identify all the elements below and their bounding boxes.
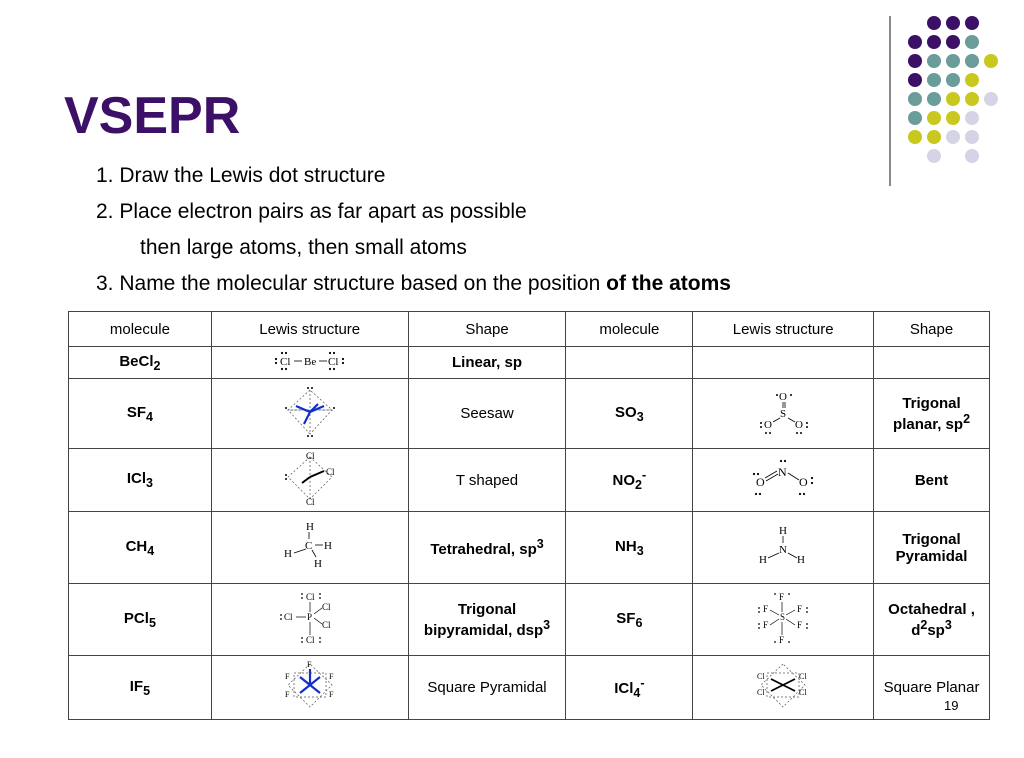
decorative-dot: [927, 16, 941, 30]
molecule-cell: $NH_3$: [566, 512, 693, 584]
molecule-cell: $IF_5$: [69, 656, 212, 720]
becl2-diagram: [270, 350, 350, 372]
table-header-row: [69, 312, 990, 347]
decorative-dot: [946, 16, 960, 30]
svg-text:Cl: Cl: [321, 601, 331, 612]
lewis-structure-ch4: [211, 512, 408, 584]
svg-text:F: F: [763, 603, 769, 614]
shape-cell: Trigonal bipyramidal, dsp$^3$: [408, 584, 566, 656]
vsepr-table: [68, 311, 990, 720]
decorative-dot: [927, 92, 941, 106]
decorative-dot: [946, 73, 960, 87]
svg-text:H: H: [797, 553, 806, 566]
shape-cell: Trigonal Pyramidal: [874, 512, 990, 584]
svg-text:Cl: Cl: [325, 467, 335, 477]
step-2-continued: then large atoms, then small atoms: [140, 236, 467, 259]
header-cell: Lewis structure: [693, 312, 874, 347]
decorative-dot: [927, 130, 941, 144]
svg-text:O: O: [764, 418, 773, 431]
sf4-diagram: [280, 384, 340, 440]
svg-text:Cl: Cl: [279, 355, 291, 368]
shape-cell: Seesaw: [408, 379, 566, 449]
svg-text:F: F: [779, 591, 785, 602]
decorative-dot: [927, 73, 941, 87]
step-3-text: 3. Name the molecular structure based on the position: [96, 272, 607, 295]
shape-cell: T shaped: [408, 449, 566, 512]
header-cell: molecule: [566, 312, 693, 347]
header-cell: molecule: [69, 312, 212, 347]
decorative-dot: [946, 111, 960, 125]
decorative-dot: [965, 130, 979, 144]
svg-text:F: F: [328, 689, 334, 699]
svg-text:Be: Be: [303, 355, 316, 368]
shape-cell: Bent: [874, 449, 990, 512]
svg-text:Cl: Cl: [757, 687, 765, 697]
if5-diagram: [280, 659, 340, 713]
svg-text:Cl: Cl: [799, 671, 807, 681]
svg-text:Cl: Cl: [283, 611, 293, 622]
decorative-dot: [965, 54, 979, 68]
svg-text:H: H: [313, 557, 322, 570]
svg-text:F: F: [284, 671, 290, 681]
svg-text:Cl: Cl: [305, 451, 315, 461]
decorative-dot: [965, 16, 979, 30]
svg-text:F: F: [763, 619, 769, 630]
decorative-dot: [927, 111, 941, 125]
header-cell: Lewis structure: [211, 312, 408, 347]
molecule-cell: $SO_3$: [566, 379, 693, 449]
decorative-dot: [965, 92, 979, 106]
svg-text:N: N: [778, 465, 787, 479]
table-row: [69, 449, 990, 512]
decorative-dot: [946, 130, 960, 144]
lewis-structure-if5: [211, 656, 408, 720]
molecule-cell: [566, 347, 693, 379]
decorative-dot: [927, 149, 941, 163]
header-cell: Shape: [408, 312, 566, 347]
decorative-dot: [908, 73, 922, 87]
decorative-dot: [965, 35, 979, 49]
svg-text:H: H: [305, 520, 314, 533]
svg-text:F: F: [328, 671, 334, 681]
molecule-cell: $SF_6$: [566, 584, 693, 656]
molecule-cell: $CH_4$: [69, 512, 212, 584]
so3-diagram: [753, 387, 813, 437]
svg-text:Cl: Cl: [305, 591, 315, 602]
svg-text:H: H: [283, 547, 292, 560]
svg-text:F: F: [284, 689, 290, 699]
decorative-dot: [946, 54, 960, 68]
shape-cell: Linear, sp: [408, 347, 566, 379]
shape-cell: Octahedral , $d^2sp^3$: [874, 584, 990, 656]
molecule-cell: ICl$_3$: [69, 449, 212, 512]
svg-text:C: C: [304, 539, 313, 552]
pcl5-diagram: [278, 590, 342, 646]
lewis-structure-icl4: [693, 656, 874, 720]
decorative-dot: [927, 35, 941, 49]
molecule-cell: $SF_4$: [69, 379, 212, 449]
svg-text:Cl: Cl: [327, 355, 339, 368]
page-number: 19: [944, 698, 959, 713]
step-1: 1. Draw the Lewis dot structure: [96, 164, 386, 187]
table-row: [69, 656, 990, 720]
svg-text:O: O: [779, 390, 788, 403]
icl3-diagram: [280, 451, 340, 505]
svg-text:F: F: [797, 603, 803, 614]
svg-text:S: S: [780, 407, 787, 420]
step-3: [96, 266, 731, 302]
ch4-diagram: [280, 519, 340, 573]
lewis-structure-icl3: [211, 449, 408, 512]
svg-text:F: F: [797, 619, 803, 630]
svg-text:O: O: [795, 418, 804, 431]
step-list: [96, 158, 731, 302]
molecule-cell: $NO_2^-$: [566, 449, 693, 512]
svg-text:H: H: [323, 539, 332, 552]
decorative-dot: [965, 73, 979, 87]
table-row: [69, 347, 990, 379]
step-2: 2. Place electron pairs as far apart as possible: [96, 200, 527, 223]
svg-text:H: H: [779, 524, 788, 537]
lewis-structure-nh3: [693, 512, 874, 584]
shape-cell: Square Planar: [874, 656, 990, 720]
molecule-cell: ICl$_4$-: [566, 656, 693, 720]
svg-text:N: N: [779, 543, 788, 556]
decorative-dot: [965, 149, 979, 163]
decorative-dot: [984, 54, 998, 68]
decorative-dot: [965, 111, 979, 125]
table-row: [69, 584, 990, 656]
svg-text:F: F: [779, 634, 785, 645]
shape-cell: Square Pyramidal: [408, 656, 566, 720]
lewis-structure-cell: [693, 347, 874, 379]
lewis-structure-becl2: [211, 347, 408, 379]
decorative-dot: [927, 54, 941, 68]
svg-text:O: O: [799, 475, 808, 489]
table-row: [69, 512, 990, 584]
svg-text:O: O: [756, 475, 765, 489]
shape-cell: Tetrahedral, $sp^3$: [408, 512, 566, 584]
shape-cell: [874, 347, 990, 379]
lewis-structure-pcl5: [211, 584, 408, 656]
table-row: [69, 379, 990, 449]
svg-text:Cl: Cl: [305, 497, 315, 505]
svg-text:Cl: Cl: [305, 634, 315, 645]
svg-text:Cl: Cl: [757, 671, 765, 681]
sf6-diagram: [753, 590, 813, 646]
decorative-dot: [908, 92, 922, 106]
svg-text:F: F: [306, 659, 312, 669]
molecule-cell: BeCl$_2$: [69, 347, 212, 379]
slide-title: VSEPR: [64, 87, 241, 145]
molecule-cell: PCl$_5$: [69, 584, 212, 656]
decorative-dot: [984, 92, 998, 106]
svg-text:P: P: [306, 611, 312, 622]
decorative-dot: [946, 92, 960, 106]
decorative-dot: [908, 130, 922, 144]
icl4-diagram: [753, 659, 813, 713]
lewis-structure-sf4: [211, 379, 408, 449]
decorative-dot: [908, 111, 922, 125]
nh3-diagram: [755, 523, 811, 569]
shape-cell: Trigonal planar, $sp^2$: [874, 379, 990, 449]
no2-diagram: [751, 456, 815, 500]
svg-text:Cl: Cl: [799, 687, 807, 697]
header-cell: Shape: [874, 312, 990, 347]
step-3-bold: of the atoms: [606, 272, 731, 295]
decorative-dot: [908, 54, 922, 68]
decorative-divider: [889, 16, 891, 186]
lewis-structure-so3: [693, 379, 874, 449]
svg-text:S: S: [780, 611, 786, 622]
svg-text:H: H: [759, 553, 768, 566]
svg-text:Cl: Cl: [321, 619, 331, 630]
lewis-structure-sf6: [693, 584, 874, 656]
decorative-dot: [946, 35, 960, 49]
decorative-dot: [908, 35, 922, 49]
lewis-structure-no2: [693, 449, 874, 512]
